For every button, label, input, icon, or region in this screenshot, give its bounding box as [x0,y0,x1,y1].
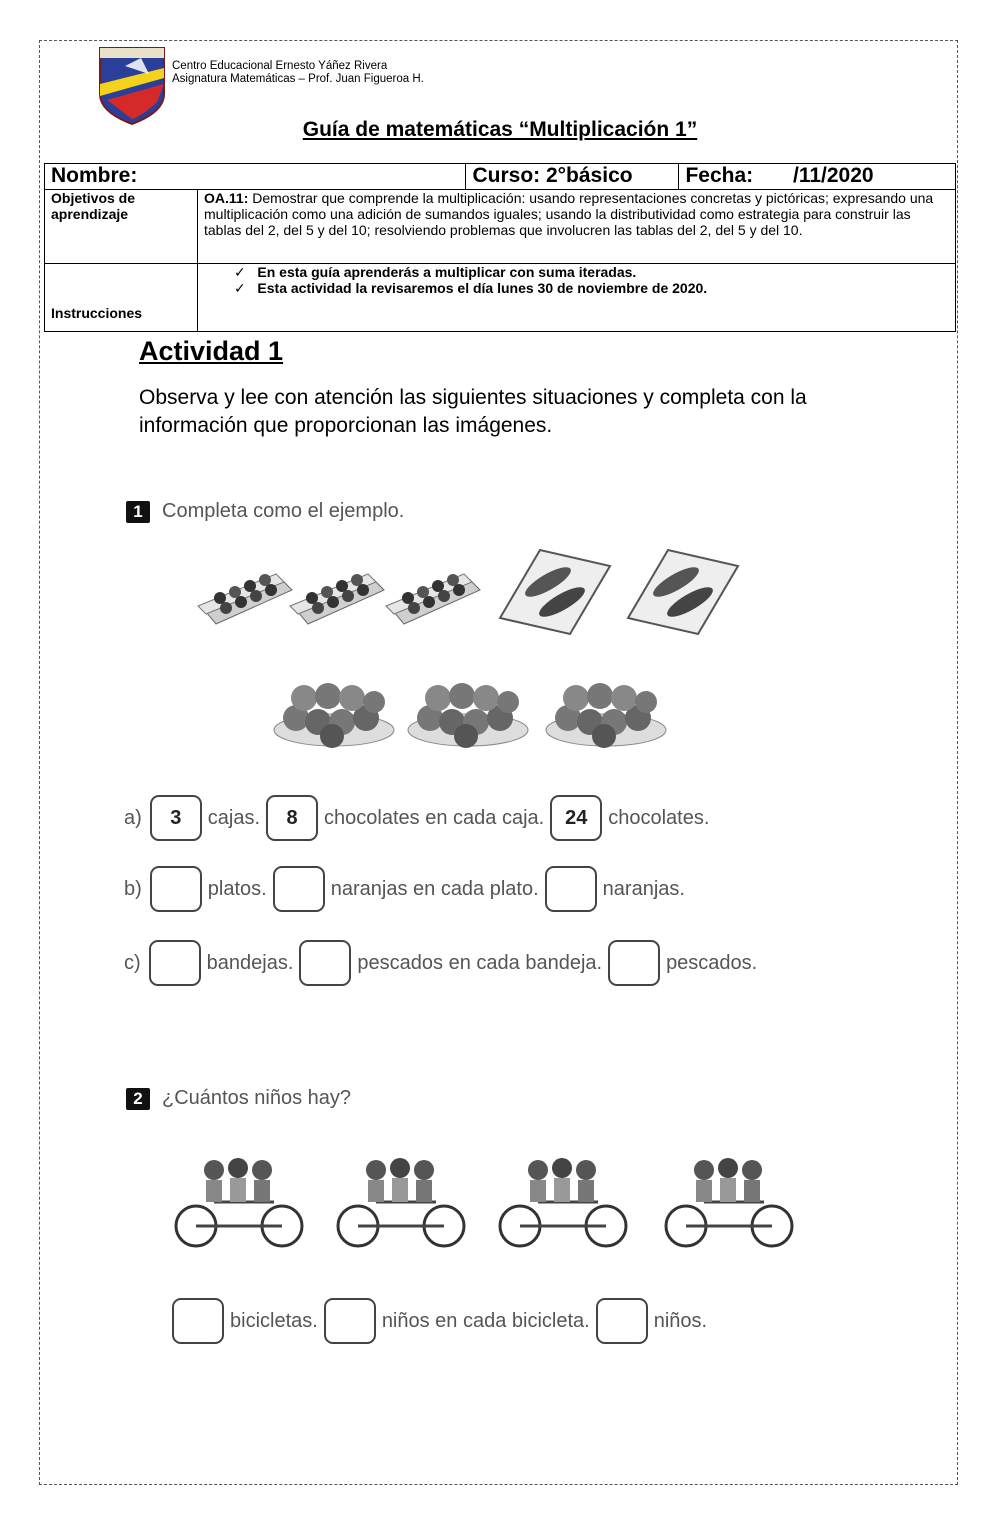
instruccion-item: En esta guía aprenderás a multiplicar con suma iteradas. [257,264,637,280]
answer-box[interactable] [150,866,202,912]
row-text: bicicletas. [230,1309,318,1332]
answer-box[interactable]: 8 [266,795,318,841]
subject-line: Asignatura Matemáticas – Prof. Juan Figueroa H. [172,73,424,85]
exercise-1-heading [126,500,404,523]
page-title: Guía de matemáticas “Multiplicación 1” [302,118,698,141]
row-text: pescados en cada bandeja. [357,951,603,974]
answer-box[interactable]: 3 [150,795,202,841]
answer-box[interactable] [299,940,351,986]
instrucciones-label: Instrucciones [45,264,198,332]
answer-box[interactable] [596,1298,648,1344]
fecha-value: /11/2020 [793,164,874,187]
exercise-1-illustration [190,540,750,770]
row-text: chocolates en cada caja. [324,806,545,829]
objetivo-text: Demostrar que comprende la multiplicación: usando representaciones concretas y pictóricas; expresando una multiplicación como una adición de sumandos iguales; usando la distributividad como estrategia para construir las tablas del 2, del 5 y del 10; resolviendo problemas que involucren las tablas del 2, del 5 y del 10. [204,190,934,238]
school-name: Centro Educacional Ernesto Yáñez Rivera [172,60,388,72]
row-text: bandejas. [206,951,294,974]
nombre-cell[interactable] [45,164,466,190]
check-icon: ✓ [234,280,258,296]
exercise-2-number: 2 [126,1088,150,1110]
row-text: naranjas. [602,877,685,900]
curso-label: Curso: 2°básico [472,164,633,187]
exercise-1-row-b [124,866,685,912]
answer-box[interactable] [545,866,597,912]
exercise-1-row-a [124,795,709,841]
activity-description: Observa y lee con atención las siguientes situaciones y completa con la información que proporcionan las imágenes. [139,386,807,437]
exercise-2-heading [126,1087,351,1110]
row-text: naranjas en cada plato. [330,877,539,900]
exercise-1-text: Completa como el ejemplo. [162,500,405,522]
activity-title: Actividad 1 [139,336,284,366]
curso-cell [466,164,679,190]
answer-box[interactable] [172,1298,224,1344]
row-text: platos. [207,877,267,900]
objetivo-cell [198,190,956,264]
instrucciones-cell [198,264,956,332]
row-text: chocolates. [608,806,710,829]
exercise-2-text: ¿Cuántos niños hay? [162,1087,352,1109]
objetivos-label: Objetivos de aprendizaje [45,190,198,264]
info-table [44,163,956,332]
exercise-1-number: 1 [126,501,150,523]
row-text: cajas. [207,806,261,829]
row-text: niños en cada bicicleta. [381,1309,590,1332]
row-letter: c) [124,951,141,974]
exercise-2-illustration [170,1150,800,1250]
instruccion-item: Esta actividad la revisaremos el día lunes 30 de noviembre de 2020. [257,280,708,296]
exercise-2-row [166,1298,707,1344]
row-letter: a) [124,806,142,829]
answer-box[interactable] [324,1298,376,1344]
nombre-label: Nombre: [51,164,138,187]
objetivo-code: OA.11: [204,190,249,206]
answer-box[interactable] [608,940,660,986]
answer-box[interactable]: 24 [550,795,602,841]
row-text: pescados. [666,951,758,974]
exercise-1-row-c [124,940,757,986]
row-text: niños. [653,1309,708,1332]
answer-box[interactable] [273,866,325,912]
check-icon: ✓ [234,264,258,280]
answer-box[interactable] [149,940,201,986]
fecha-label: Fecha: [685,164,754,187]
school-logo [97,44,167,126]
row-letter: b) [124,877,142,900]
fecha-cell[interactable] [679,164,956,190]
